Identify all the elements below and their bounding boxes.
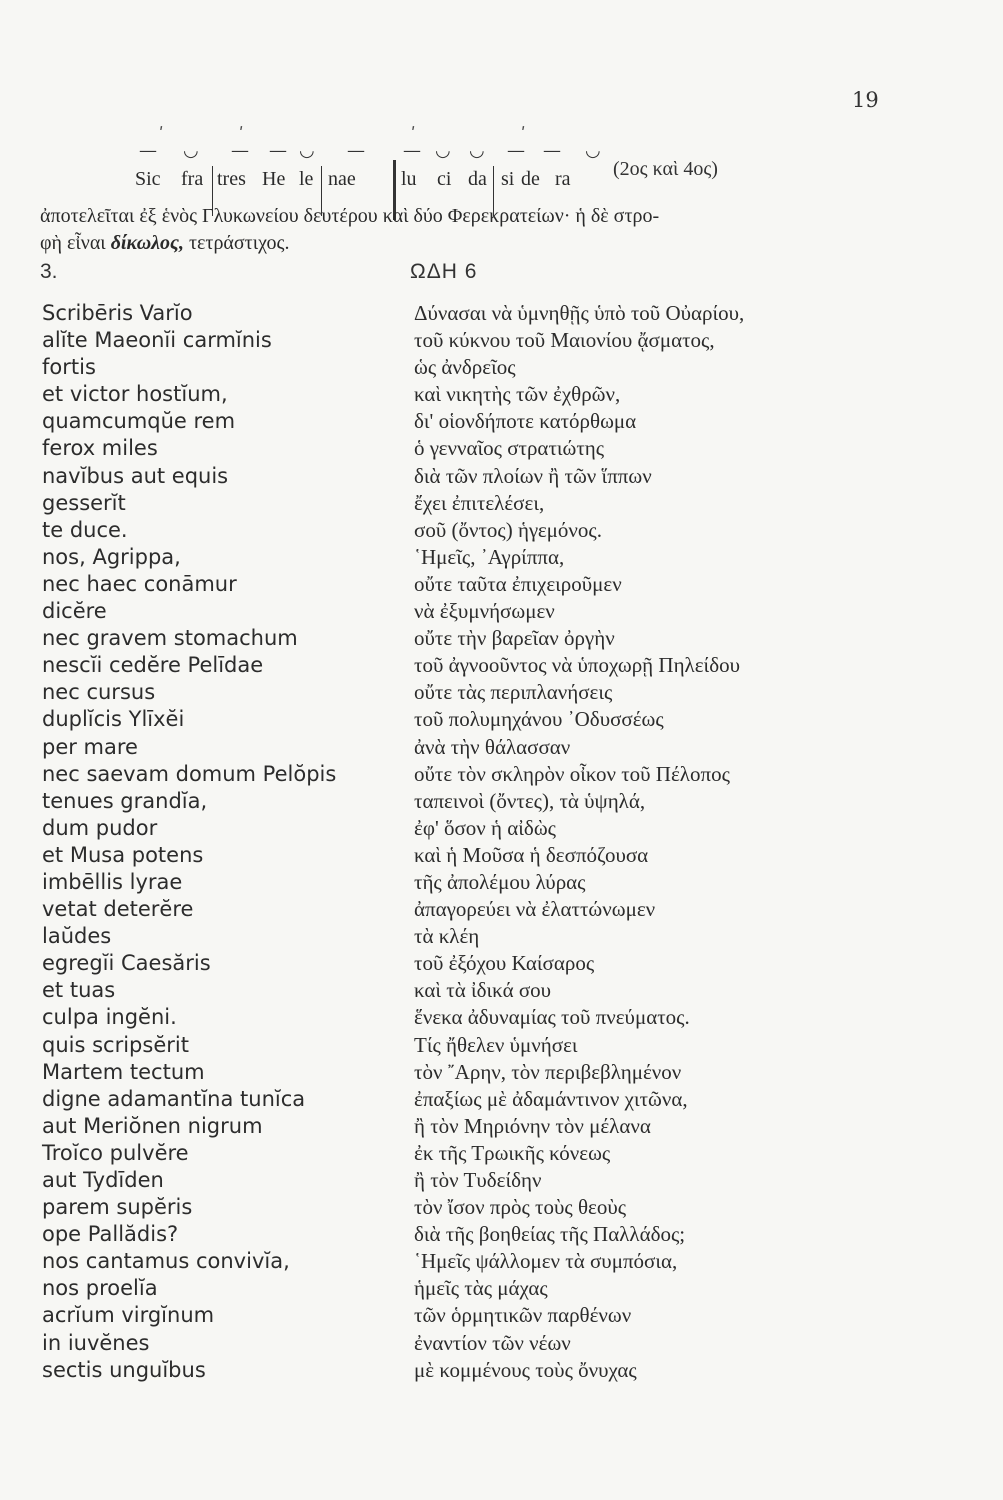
greek-translation-line: ἀπαγορεύει νὰ ἐλαττώνωμεν <box>414 897 656 922</box>
meter-note: (2ος καὶ 4ος) <box>613 158 718 180</box>
greek-translation-line: σοῦ (ὄντος) ἡγεμόνος. <box>414 517 602 542</box>
latin-verse-line: dicĕre <box>42 599 107 624</box>
greek-translation-line: τὰ κλέη <box>414 924 480 949</box>
greek-translation-line: καὶ ἡ Μοῦσα ἡ δεσπόζουσα <box>414 842 649 867</box>
latin-verse-line: laŭdes <box>42 924 112 949</box>
latin-verse-line: nec saevam domum Pelŏpis <box>42 761 337 786</box>
ictus-mark: ʹ <box>159 124 164 143</box>
latin-verse-line: in iuvĕnes <box>42 1330 150 1355</box>
latin-verse-line: dum pudor <box>42 815 158 840</box>
latin-verse-line: ope Pallădis? <box>42 1222 179 1247</box>
ictus-mark: ʹ <box>521 124 526 143</box>
latin-text-column <box>42 300 392 1384</box>
greek-translation-line: ὡς ἀνδρεῖος <box>414 355 516 380</box>
syllable: ci <box>437 168 452 190</box>
greek-translation-line: ἐπαξίως μὲ ἀδαμάντινον χιτῶνα, <box>414 1086 688 1111</box>
latin-verse-line: sectis unguĭbus <box>42 1357 206 1382</box>
long-mark: — <box>347 140 365 161</box>
latin-verse-line: quamcumqŭe rem <box>42 409 236 434</box>
long-mark: — <box>403 140 421 161</box>
greek-translation-line: τοῦ κύκνου τοῦ Μαιονίου ᾄσματος, <box>414 328 715 353</box>
greek-translation-line: διὰ τῆς βοηθείας τῆς Παλλάδος; <box>414 1222 686 1247</box>
greek-translation-line: Τίς ἤθελεν ὑμνήσει <box>414 1032 578 1057</box>
greek-translation-line: τὸν ἴσον πρὸς τοὺς θεοὺς <box>414 1195 627 1220</box>
latin-verse-line: te duce. <box>42 517 128 542</box>
greek-translation-line: τοῦ ἐξόχου Καίσαρος <box>414 951 595 976</box>
short-mark: ◡ <box>585 140 601 161</box>
short-mark: ◡ <box>469 140 485 161</box>
syllable: nae <box>328 168 356 190</box>
latin-verse-line: imbēllis lyrae <box>42 869 183 894</box>
latin-verse-line: parem supĕris <box>42 1195 193 1220</box>
latin-verse-line: et victor hostĭum, <box>42 382 228 407</box>
latin-verse-line: et tuas <box>42 978 116 1003</box>
latin-verse-line: nescĭi cedĕre Pelīdae <box>42 653 264 678</box>
intro-line <box>40 230 920 257</box>
greek-translation-line: νὰ ἐξυμνήσωμεν <box>414 599 555 624</box>
latin-verse-line: alĭte Maeonĭi carmĭnis <box>42 328 272 353</box>
greek-translation-line: δι' οἱονδήποτε κατόρθωμα <box>414 409 637 434</box>
latin-verse-line: vetat deterĕre <box>42 897 194 922</box>
syllable: fra <box>181 168 204 190</box>
syllable: le <box>299 168 314 190</box>
greek-translation-line: ἢ τὸν Τυδείδην <box>414 1168 542 1192</box>
short-mark: ◡ <box>299 140 315 161</box>
latin-verse-line: Scribēris Varĭo <box>42 301 193 325</box>
latin-verse-line: gesserĭt <box>42 490 126 515</box>
latin-verse-line: per mare <box>42 734 138 759</box>
latin-verse-line: nos proelĭa <box>42 1276 158 1301</box>
greek-translation-line: καὶ τὰ ἰδικά σου <box>414 978 552 1003</box>
latin-verse-line: nec cursus <box>42 680 156 705</box>
long-mark: — <box>139 140 157 161</box>
greek-translation-line: τοῦ πολυμηχάνου ᾿Οδυσσέως <box>414 707 664 732</box>
greek-translation-line: τὸν ῎Αρην, τὸν περιβεβλημένον <box>414 1059 682 1084</box>
latin-verse-line: duplĭcis Ylīxĕi <box>42 707 185 732</box>
ictus-mark: ʹ <box>239 124 244 143</box>
latin-verse-line: egregĭi Caesăris <box>42 951 211 976</box>
ictus-marks <box>135 124 555 143</box>
intro-text: τετράστιχος. <box>183 232 290 254</box>
greek-translation-line: ἐφ' ὅσον ἡ αἰδὼς <box>414 815 556 840</box>
latin-verse-line: ferox miles <box>42 436 158 461</box>
greek-translation-line: ἕνεκα ἀδυναμίας τοῦ πνεύματος. <box>414 1005 690 1030</box>
greek-translation-line: οὔτε τὸν σκληρὸν οἶκον τοῦ Πέλοπος <box>414 761 730 786</box>
scansion-scheme <box>135 118 775 200</box>
latin-verse-line: digne adamantĭna tunĭca <box>42 1086 306 1111</box>
latin-verse-line: nos cantamus convivĭa, <box>42 1249 290 1274</box>
quantity-marks <box>135 140 615 162</box>
latin-verse-line: tenues grandĭa, <box>42 788 208 813</box>
short-mark: ◡ <box>435 140 451 161</box>
greek-translation-line: ἀνὰ τὴν θάλασσαν <box>414 734 571 759</box>
greek-translation-line: διὰ τῶν πλοίων ἢ τῶν ἵππων <box>414 463 652 488</box>
latin-verse-line: quis scripsĕrit <box>42 1032 189 1057</box>
latin-verse-line: nec gravem stomachum <box>42 626 298 651</box>
syllable: He <box>262 168 286 190</box>
syllable: de <box>521 168 540 190</box>
greek-translation-line: ἐναντίον τῶν νέων <box>414 1330 571 1355</box>
long-mark: — <box>543 140 561 161</box>
greek-translation-line: ῾Ημεῖς ψάλλομεν τὰ συμπόσια, <box>414 1249 678 1274</box>
greek-translation-line: ῾Ημεῖς, ᾿Αγρίππα, <box>414 544 565 569</box>
long-mark: — <box>507 140 525 161</box>
short-mark: ◡ <box>183 140 199 161</box>
section-number: 3. <box>40 260 58 283</box>
greek-translation-line: οὔτε ταῦτα ἐπιχειροῦμεν <box>414 571 622 596</box>
syllable: da <box>468 168 487 190</box>
greek-translation-line: τῶν ὁρμητικῶν παρθένων <box>414 1303 632 1328</box>
syllable: lu <box>401 168 417 190</box>
greek-translation-line: τοῦ ἀγνοοῦντος νὰ ὑποχωρῇ Πηλείδου <box>414 653 740 678</box>
latin-verse-line: nos, Agrippa, <box>42 544 181 569</box>
syllable: si <box>501 168 515 190</box>
syllable: Sic <box>135 168 161 190</box>
intro-text: φὴ εἶναι <box>40 232 111 254</box>
long-mark: — <box>231 140 249 161</box>
syllable: ra <box>555 168 571 190</box>
latin-verse-line: aut Tydīden <box>42 1168 164 1192</box>
greek-translation-line: ὁ γενναῖος στρατιώτης <box>414 436 605 461</box>
latin-verse-line: Troĭco pulvĕre <box>42 1140 189 1165</box>
latin-verse-line: nec haec conāmur <box>42 571 237 596</box>
greek-translation-line: ἢ τὸν Μηριόνην τὸν μέλανα <box>414 1113 651 1138</box>
latin-verse-line: et Musa potens <box>42 842 204 867</box>
latin-verse-line: navĭbus aut equis <box>42 463 229 488</box>
greek-translation-column <box>414 300 914 1384</box>
greek-translation-line: καὶ νικητὴς τῶν ἐχθρῶν, <box>414 382 621 407</box>
greek-translation-line: ἔχει ἐπιτελέσει, <box>414 490 545 515</box>
ode-title: ΩΔΗ 6 <box>410 260 478 283</box>
latin-verse-line: culpa ingĕni. <box>42 1005 177 1030</box>
ictus-mark: ʹ <box>411 124 416 143</box>
latin-verse-line: fortis <box>42 355 96 380</box>
greek-translation-line: Δύνασαι νὰ ὑμνηθῇς ὑπὸ τοῦ Οὐαρίου, <box>414 301 745 325</box>
greek-translation-line: οὔτε τὰς περιπλανήσεις <box>414 680 613 705</box>
long-mark: — <box>269 140 287 161</box>
greek-translation-line: ταπεινοὶ (ὄντες), τὰ ὑψηλά, <box>414 788 646 813</box>
greek-translation-line: ἡμεῖς τὰς μάχας <box>414 1276 548 1301</box>
syllable: tres <box>217 168 246 190</box>
greek-translation-line: οὔτε τὴν βαρεῖαν ὀργὴν <box>414 626 615 651</box>
emphasis-term: δίκωλος, <box>110 232 184 254</box>
greek-translation-line: ἐκ τῆς Τρωικῆς κόνεως <box>414 1140 611 1165</box>
greek-translation-line: τῆς ἀπολέμου λύρας <box>414 869 586 894</box>
latin-verse-line: Martem tectum <box>42 1059 205 1084</box>
latin-verse-line: acrĭum virgĭnum <box>42 1303 215 1328</box>
page-number: 19 <box>852 88 879 112</box>
latin-verse-line: aut Meriŏnen nigrum <box>42 1113 263 1138</box>
intro-line: ἀποτελεῖται ἐξ ἑνὸς Γλυκωνείου δευτέρου καὶ δύο Φερεκρατείων· ἡ δὲ στρο- <box>40 205 660 227</box>
intro-paragraph <box>40 203 920 257</box>
greek-translation-line: μὲ κομμένους τοὺς ὄνυχας <box>414 1357 637 1382</box>
